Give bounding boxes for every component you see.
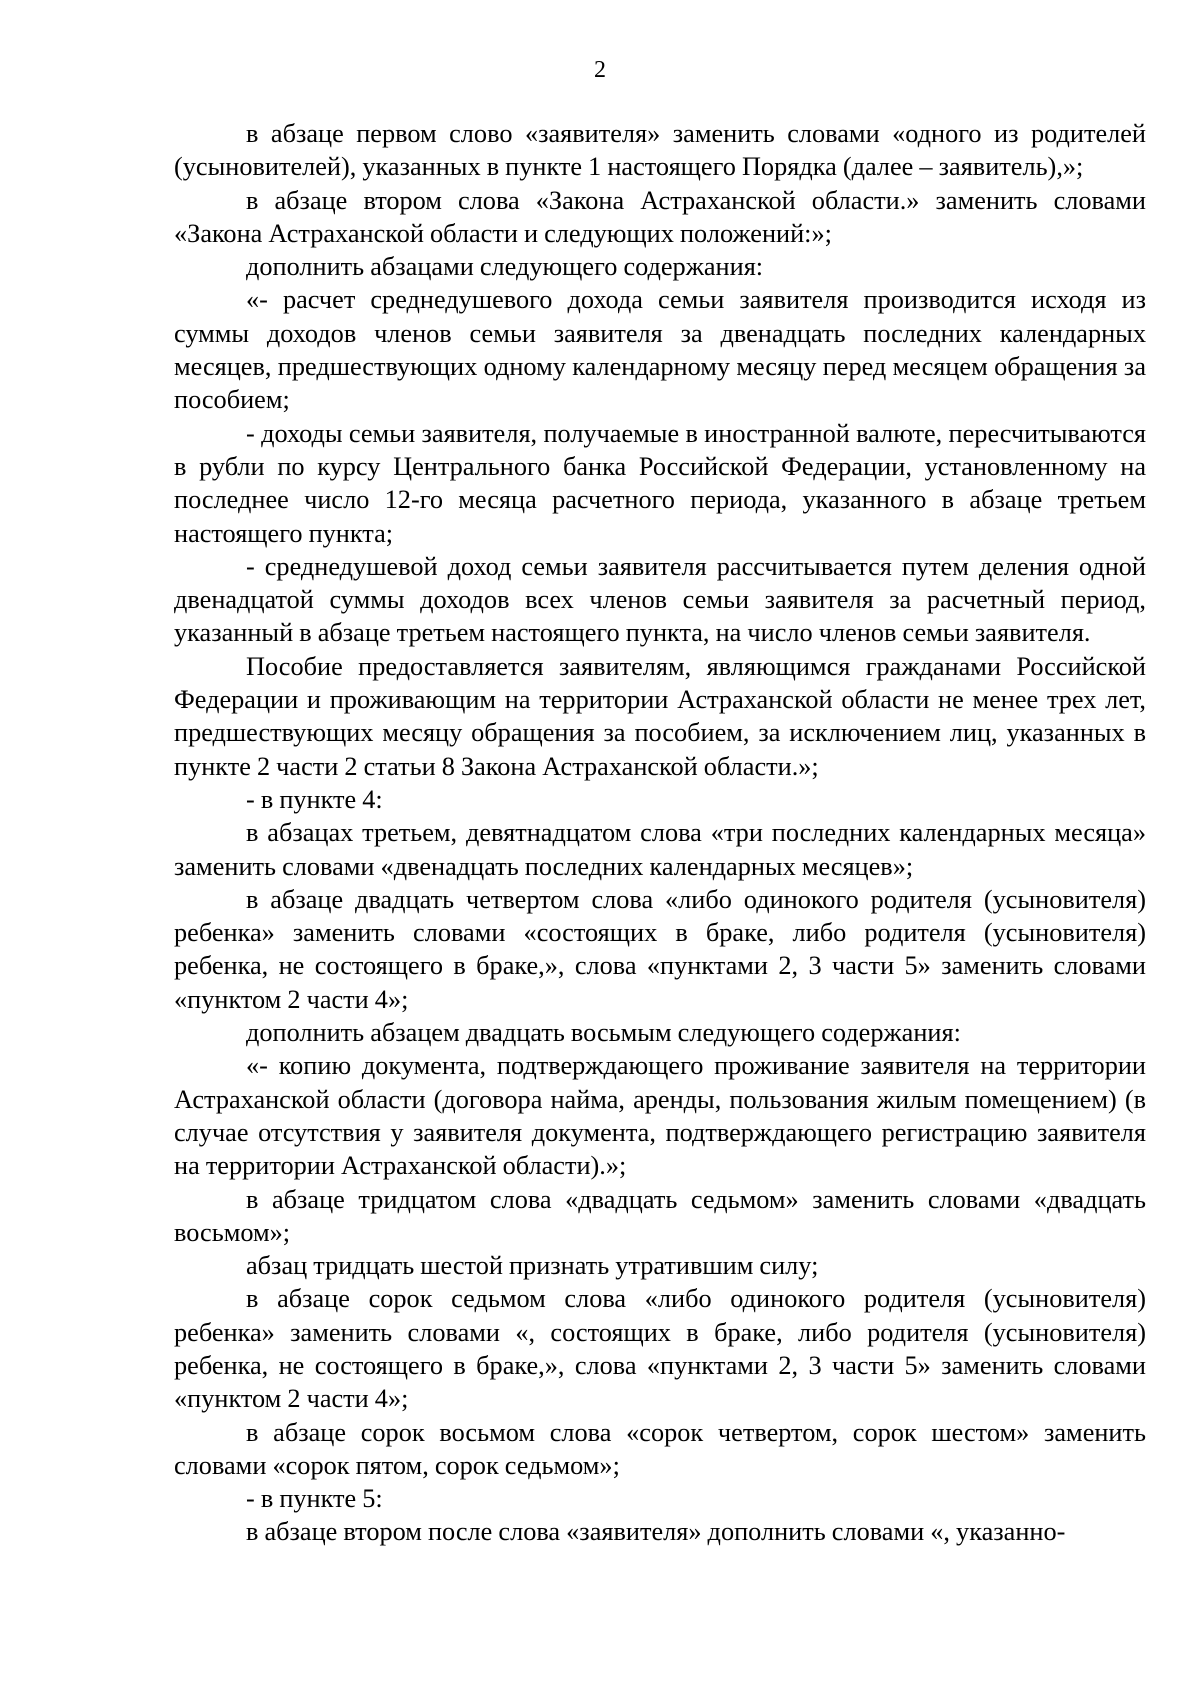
paragraph: «- копию документа, подтверждающего проживание заявителя на территории Астраханской области (договора найма, аренды, пользования жилым помещением) (в случае отсутствия у заявителя документа, подтверждающего регистрацию заявителя на территории Астраханской области).»;	[174, 1051, 1146, 1181]
paragraph: в абзаце первом слово «заявителя» заменить словами «одного из родителей (усыновителей), указанных в пункте 1 настоящего Порядка (далее – заявитель),»;	[174, 119, 1146, 182]
paragraph: в абзаце сорок восьмом слова «сорок четвертом, сорок шестом» заменить словами «сорок пятом, сорок седьмом»;	[174, 1417, 1146, 1480]
paragraph: в абзаце втором после слова «заявителя» дополнить словами «, указанно-	[246, 1517, 1066, 1547]
page-number: 2	[594, 57, 606, 83]
paragraph: дополнить абзацем двадцать восьмым следующего содержания:	[246, 1018, 961, 1048]
paragraph: «- расчет среднедушевого дохода семьи заявителя производится исходя из суммы доходов членов семьи заявителя за двенадцать последних календарных месяцев, предшествующих одному календарному месяцу перед месяцем обращения за пособием;	[174, 285, 1146, 415]
paragraph: абзац тридцать шестой признать утратившим силу;	[246, 1251, 819, 1281]
paragraph: - доходы семьи заявителя, получаемые в иностранной валюте, пересчитываются в рубли по курсу Центрального банка Российской Федерации, установленному на последнее число 12-го месяца расчетного периода, указанного в абзаце третьем настоящего пункта;	[174, 418, 1146, 548]
paragraph: в абзаце втором слова «Закона Астраханской области.» заменить словами «Закона Астраханской области и следующих положений:»;	[174, 185, 1146, 248]
paragraph: - в пункте 5:	[246, 1484, 383, 1514]
document-body	[174, 117, 1146, 1549]
paragraph: - среднедушевой доход семьи заявителя рассчитывается путем деления одной двенадцатой суммы доходов всех членов семьи заявителя за расчетный период, указанный в абзаце третьем настоящего пункта, на число членов семьи заявителя.	[174, 551, 1146, 648]
paragraph: в абзацах третьем, девятнадцатом слова «три последних календарных месяца» заменить словами «двенадцать последних календарных месяцев»;	[174, 818, 1146, 881]
paragraph: Пособие предоставляется заявителям, являющимся гражданами Российской Федерации и проживающим на территории Астраханской области не менее трех лет, предшествующих месяцу обращения за пособием, за исключением лиц, указанных в пункте 2 части 2 статьи 8 Закона Астраханской области.»;	[174, 651, 1146, 781]
paragraph: в абзаце сорок седьмом слова «либо одинокого родителя (усыновителя) ребенка» заменить словами «, состоящих в браке, либо родителя (усыновителя) ребенка, не состоящего в браке,», слова «пунктами 2, 3 части 5» заменить словами «пунктом 2 части 4»;	[174, 1284, 1146, 1414]
paragraph: дополнить абзацами следующего содержания:	[246, 252, 764, 282]
paragraph: - в пункте 4:	[246, 784, 383, 814]
paragraph: в абзаце тридцатом слова «двадцать седьмом» заменить словами «двадцать восьмом»;	[174, 1184, 1146, 1247]
paragraph: в абзаце двадцать четвертом слова «либо одинокого родителя (усыновителя) ребенка» заменить словами «состоящих в браке, либо родителя (усыновителя) ребенка, не состоящего в браке,», слова «пунктами 2, 3 части 5» заменить словами «пунктом 2 части 4»;	[174, 884, 1146, 1014]
